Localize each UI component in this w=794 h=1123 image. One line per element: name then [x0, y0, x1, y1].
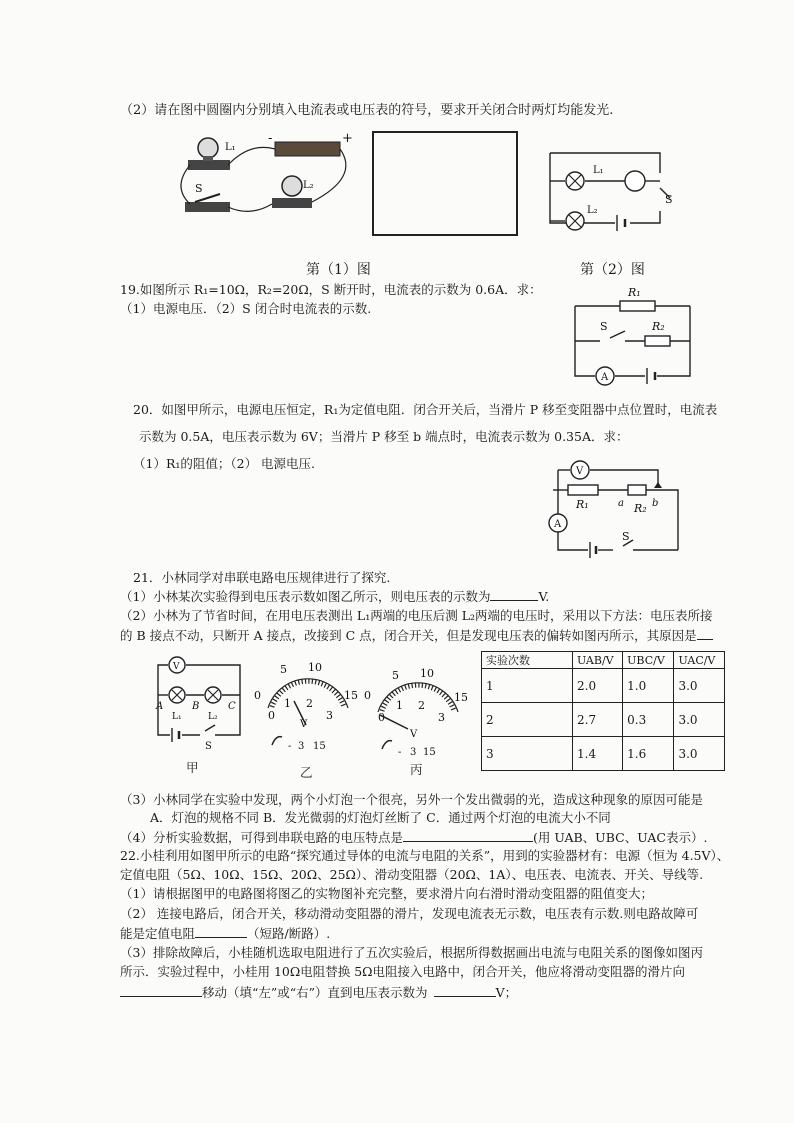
- table-cell: 2: [482, 703, 573, 737]
- fig1-label-l1: L₁: [225, 142, 236, 153]
- yi-tick-3: 3: [326, 709, 333, 722]
- q19-label-s: S: [600, 320, 608, 333]
- q18-fig1-real-circuit: [180, 132, 355, 222]
- q21-p4-blank[interactable]: [403, 829, 533, 842]
- table-cell: 2.7: [573, 703, 623, 737]
- q19-label-r1: R₁: [628, 286, 641, 299]
- bing-tick-2: 2: [418, 699, 425, 712]
- table-cell: 3.0: [674, 703, 725, 737]
- bing-terminal-15: 15: [423, 747, 436, 758]
- q19-label-r2: R₂: [652, 320, 665, 333]
- bing-tick-3: 3: [438, 711, 445, 724]
- jia-label-s: S: [205, 741, 212, 752]
- table-header: UAC/V: [674, 652, 725, 669]
- q22-p1: （1）请根据图甲的电路图将图乙的实物图补充完整，要求滑片向右滑时滑动变阻器的阻值变大；: [120, 886, 653, 901]
- fig2-label-s: S: [665, 193, 673, 206]
- bing-tick-0-top: 0: [364, 689, 371, 702]
- table-header-row: [482, 652, 725, 669]
- meter-blank-circle[interactable]: [625, 171, 645, 191]
- q22-p3-mid: 移动（填“左”或“右”）直到电压表示数为: [202, 985, 428, 1000]
- q21-part4: [120, 829, 707, 846]
- answer-box[interactable]: [372, 131, 518, 236]
- q22-p3-end: V；: [495, 985, 518, 1000]
- q20-line1: 20．如图甲所示，电源电压恒定，R₁为定值电阻．闭合开关后，当滑片 P 移至变阻器中点位置时，电流表: [133, 402, 718, 417]
- q21-p2-line1: （2）小林为了节省时间，在用电压表测出 L₁两端的电压后测 L₂两端的电压时，采用以下方法：电压表所接: [120, 608, 713, 623]
- q20-label-b-end: b: [652, 498, 659, 509]
- q22-p2-before: 能是定值电阻: [120, 926, 196, 941]
- q18-part2-text: （2）请在图中圆圈内分别填入电流表或电压表的符号，要求开关闭合时两灯均能发光.: [120, 103, 614, 118]
- q21-p4-after: (用 UAB、UBC、UAC表示）.: [532, 830, 708, 845]
- rheostat-r2: [628, 485, 646, 495]
- table-header: UAB/V: [573, 652, 623, 669]
- table-cell: 3: [482, 737, 573, 771]
- fig1-caption: 第（1）图: [306, 262, 371, 278]
- table-cell: 1.4: [573, 737, 623, 771]
- fig1-plus: +: [342, 131, 353, 146]
- q22-line1: 22.小桂利用如图甲所示的电路“探究通过导体的电流与电阻的关系”，用到的实验器材有：电源（恒为 4.5V）、: [120, 848, 730, 863]
- fig1-label-l2: L₂: [303, 180, 314, 191]
- q21-data-table: [481, 651, 725, 771]
- yi-tick-15: 15: [344, 689, 358, 702]
- yi-tick-2: 2: [306, 697, 313, 710]
- q21-p1-before: （1）小林某次实验得到电压表示数如图乙所示，则电压表的示数为: [120, 589, 491, 604]
- q21-part1: [120, 588, 549, 605]
- q20-label-a-end: a: [618, 498, 624, 509]
- table-row: [482, 703, 725, 737]
- q22-part2-line2: [120, 925, 330, 942]
- yi-terminal-3: 3: [298, 741, 305, 752]
- bing-tick-5: 5: [392, 669, 399, 682]
- q22-p3-line1: （3）排除故障后，小桂随机选取电阻进行了五次实验后，根据所得数据画出电流与电阻关系的图像如图丙: [120, 945, 703, 960]
- yi-tick-0: 0: [268, 709, 275, 722]
- q22-p3-line2: 所示．实验过程中，小桂用 10Ω电阻替换 5Ω电阻接入电路中，闭合开关，他应将滑动变阻器的滑片向: [120, 964, 686, 979]
- yi-label-v: V: [300, 719, 308, 730]
- table-row: [482, 669, 725, 703]
- table-cell: 0.3: [623, 703, 674, 737]
- fig1-minus: -: [268, 131, 273, 146]
- q21-p4-before: （4）分析实验数据，可得到串联电路的电压特点是: [120, 830, 403, 845]
- q21-p1-after: V.: [538, 589, 550, 604]
- table-header: UBC/V: [623, 652, 674, 669]
- fig2-label-l2: L₂: [587, 205, 598, 216]
- table-row: [482, 737, 725, 771]
- jia-label-a: A: [156, 701, 164, 712]
- fig2-caption: 第（2）图: [580, 262, 645, 278]
- q21-p3-line1: （3）小林同学在实验中发现，两个小灯泡一个很亮，另外一个发出微弱的光，造成这种现象的原因可能是: [120, 792, 703, 807]
- resistor-r1: [568, 485, 598, 495]
- q20-circuit: [538, 460, 683, 560]
- bing-tick-1: 1: [396, 699, 403, 712]
- q18-fig2-schematic: [545, 143, 675, 235]
- bing-terminal-minus: -: [398, 747, 402, 758]
- q21-p3-line2: A．灯泡的规格不同 B．发光微弱的灯泡灯丝断了 C．通过两个灯泡的电流大小不同: [150, 810, 611, 825]
- table-cell: 3.0: [674, 669, 725, 703]
- q21-p1-blank[interactable]: [490, 588, 538, 601]
- yi-tick-1: 1: [284, 697, 291, 710]
- bing-tick-0: 0: [378, 711, 385, 724]
- switch-lever: [195, 194, 220, 202]
- q21-part2-line2: [120, 627, 713, 644]
- table-cell: 1.0: [623, 669, 674, 703]
- q20-parts: （1）R₁的阻值；（2） 电源电压.: [133, 456, 316, 471]
- q20-label-r1: R₁: [576, 498, 589, 511]
- resistor-r2: [645, 336, 670, 346]
- q19-label-a: A: [601, 372, 609, 383]
- q20-label-r2: R₂: [634, 502, 647, 515]
- fig-jia-caption: 甲: [186, 760, 199, 775]
- bing-tick-10: 10: [420, 667, 434, 680]
- jia-label-b: B: [192, 701, 200, 712]
- q20-line2: 示数为 0.5A，电压表示数为 6V；当滑片 P 移至 b 端点时，电流表示数为 0.35A．求：: [139, 429, 629, 444]
- q20-label-a: A: [554, 519, 562, 530]
- switch-base-icon: [185, 202, 230, 212]
- table-cell: 3.0: [674, 737, 725, 771]
- table-header: 实验次数: [482, 652, 573, 669]
- fig1-label-s: S: [195, 182, 203, 195]
- bulb-l2-icon: [282, 176, 302, 196]
- q21-p2-blank[interactable]: [697, 627, 713, 640]
- q22-p3-blank-direction[interactable]: [120, 984, 202, 997]
- fig2-label-l1: L₁: [593, 165, 604, 176]
- yi-tick-5: 5: [280, 663, 287, 676]
- table-cell: 1.6: [623, 737, 674, 771]
- q21-stem: 21．小林同学对串联电路电压规律进行了探究.: [133, 570, 391, 585]
- q21-fig-bing-voltmeter: [364, 667, 468, 762]
- jia-label-v: V: [173, 662, 180, 672]
- resistor-r1: [620, 301, 655, 311]
- q19-parts: （1）电源电压．（2）S 闭合时电流表的示数.: [120, 301, 372, 316]
- bing-terminal-3: 3: [410, 747, 417, 758]
- q22-p3-blank-voltage[interactable]: [434, 984, 496, 997]
- yi-terminal-15: 15: [313, 741, 326, 752]
- jia-label-l1: L₁: [172, 712, 182, 722]
- q22-line2: 定值电阻（5Ω、10Ω、15Ω、20Ω、25Ω）、滑动变阻器（20Ω、1A）、电压表、电流表、开关、导线等.: [120, 867, 704, 882]
- q19-stem: 19.如图所示 R₁=10Ω，R₂=20Ω，S 断开时，电流表的示数为 0.6A．求：: [120, 282, 542, 297]
- q22-p2-blank[interactable]: [195, 925, 247, 938]
- jia-label-l2: L₂: [208, 712, 218, 722]
- q22-part3-line3: [120, 984, 517, 1001]
- q22-p2-after: （短路/断路）.: [247, 926, 331, 941]
- bulb-l1-icon: [198, 138, 218, 158]
- yi-tick-0-top: 0: [254, 689, 261, 702]
- bing-label-v: V: [410, 729, 418, 740]
- yi-terminal-minus: -: [288, 741, 292, 752]
- bulb-base-l2: [272, 198, 312, 208]
- yi-tick-10: 10: [308, 661, 322, 674]
- table-cell: 2.0: [573, 669, 623, 703]
- fig-bing-caption: 丙: [410, 762, 423, 777]
- q21-fig-jia-circuit: [150, 657, 250, 752]
- table-cell: 1: [482, 669, 573, 703]
- q20-label-s: S: [622, 530, 630, 543]
- q21-fig-yi-voltmeter: [254, 661, 358, 753]
- jia-label-c: C: [228, 701, 236, 712]
- bing-tick-15: 15: [454, 691, 468, 704]
- bulb-base-l1: [188, 160, 230, 170]
- q21-p2-line2: 的 B 接点不动，只断开 A 接点，改接到 C 点，闭合开关，但是发现电压表的偏转如图丙所示，其原因是: [120, 628, 697, 643]
- battery-pack-icon: [275, 142, 340, 156]
- fig-yi-caption: 乙: [300, 765, 313, 780]
- q20-label-v: V: [576, 466, 584, 477]
- q19-circuit: [570, 286, 695, 386]
- q22-p2-line1: （2） 连接电路后，闭合开关，移动滑动变阻器的滑片，发现电流表无示数，电压表有示数.则电路故障可: [120, 906, 699, 921]
